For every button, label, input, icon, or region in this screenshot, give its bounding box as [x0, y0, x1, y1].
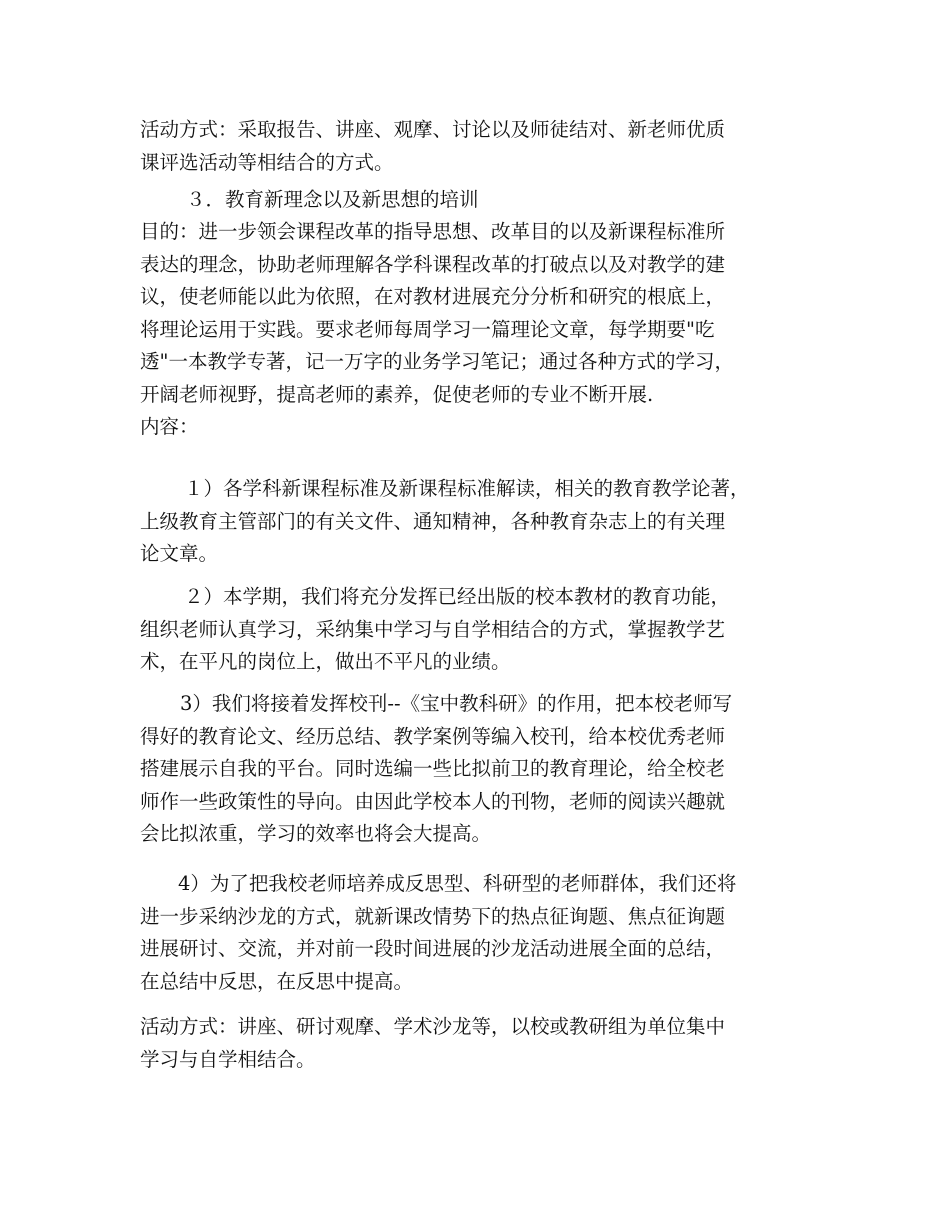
- text-line: 进一步采纳沙龙的方式，就新课改情势下的热点征询题、焦点征询题: [140, 904, 726, 928]
- text-line: 师作一些政策性的导向。由因此学校本人的刊物，老师的阅读兴趣就: [140, 789, 726, 813]
- text-line: 表达的理念，协助老师理解各学科课程改革的打破点以及对教学的建: [140, 252, 726, 276]
- content-label: 内容：: [140, 415, 199, 438]
- text-line: 目的：进一步领会课程改革的指导思想、改革目的以及新课程标准所: [140, 220, 726, 243]
- text-line: 将理论运用于实践。要求老师每周学习一篇理论文章，每学期要"吃: [140, 317, 715, 341]
- content-item-4: [140, 868, 820, 998]
- text-line: 在总结中反思，在反思中提高。: [140, 969, 414, 993]
- text-line: 术，在平凡的岗位上，做出不平凡的业绩。: [140, 650, 511, 673]
- text-line: 议，使老师能以此为依照，在对教材进展充分分析和研究的根底上，: [140, 285, 726, 308]
- text-line: 会比拟浓重，学习的效率也将会大提高。: [140, 822, 492, 845]
- text-line: 组织老师认真学习，采纳集中学习与自学相结合的方式，掌握教学艺: [140, 617, 726, 641]
- text-line: 透"一本教学专著，记一万字的业务学习笔记；通过各种方式的学习，: [140, 350, 734, 373]
- content-item-2: [140, 581, 820, 679]
- content-item-3: [140, 688, 820, 851]
- text-line: 开阔老师视野，提高老师的素养，促使老师的专业不断开展.: [140, 382, 654, 406]
- text-line: 4）为了把我校老师培养成反思型、科研型的老师群体，我们还将: [178, 872, 737, 895]
- text-line: 学习与自学相结合。: [140, 1047, 316, 1071]
- content-item-1: [140, 473, 820, 571]
- text-line: 活动方式：讲座、研讨观摩、学术沙龙等，以校或教研组为单位集中: [140, 1015, 726, 1038]
- text-line: 课评选活动等相结合的方式。: [140, 150, 394, 174]
- text-line: 得好的教育论文、经历总结、教学案例等编入校刊，给本校优秀老师: [140, 724, 726, 748]
- text-line: 论文章。: [140, 542, 219, 565]
- text-line: ２）本学期，我们将充分发挥已经出版的校本教材的教育功能，: [184, 585, 731, 608]
- purpose-paragraph: [140, 216, 820, 444]
- activity-method-paragraph-2: [140, 1011, 820, 1076]
- text-line: 上级教育主管部门的有关文件、通知精神，各种教育杂志上的有关理: [140, 509, 726, 533]
- section-heading-text: ３．教育新理念以及新思想的培训: [186, 188, 479, 211]
- text-line: １）各学科新课程标准及新课程标准解读，相关的教育教学论著，: [184, 477, 750, 500]
- activity-method-paragraph: [140, 114, 820, 179]
- text-line: 搭建展示自我的平台。同时选编一些比拟前卫的教育理论，给全校老: [140, 757, 726, 780]
- text-line: 活动方式：采取报告、讲座、观摩、讨论以及师徒结对、新老师优质: [140, 118, 726, 141]
- section-heading: [140, 184, 820, 217]
- text-line: 3）我们将接着发挥校刊--《宝中教科研》的作用，把本校老师写: [180, 692, 733, 715]
- text-line: 进展研讨、交流，并对前一段时间进展的沙龙活动进展全面的总结，: [140, 937, 726, 960]
